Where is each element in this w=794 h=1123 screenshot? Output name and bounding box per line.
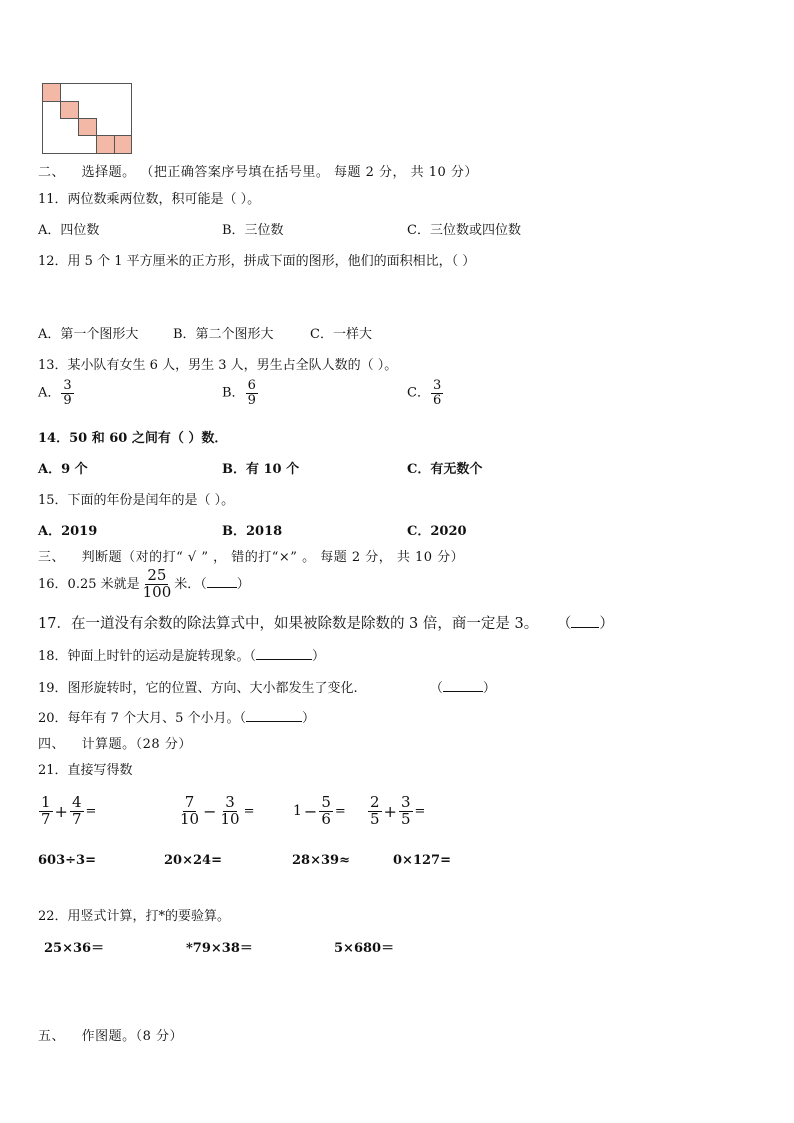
- equals-sign: =: [414, 803, 426, 819]
- operator: +: [54, 801, 68, 821]
- q13-stem: 13．某小队有女生 6 人，男生 3 人，男生占全队人数的（ ）。: [38, 358, 398, 373]
- figure-cell: [115, 136, 132, 154]
- figure-cell: [79, 119, 97, 136]
- q22-item: 5×680＝: [334, 941, 395, 956]
- q12-stem: 12．用 5 个 1 平方厘米的正方形，拼成下面的图形，他们的面积相比，（ ）: [38, 254, 476, 269]
- q20: [38, 707, 315, 726]
- q12-option-b[interactable]: B．第二个图形大: [173, 327, 274, 342]
- numerator: 4: [71, 793, 82, 811]
- section-5-heading: [38, 1025, 183, 1044]
- equals-sign: =: [243, 803, 255, 819]
- operator: −: [303, 801, 318, 821]
- q16: [38, 568, 250, 601]
- denominator: 7: [41, 809, 51, 828]
- q18-text: 18．钟面上时针的运动是旋转现象。（: [38, 649, 257, 664]
- q17: [38, 612, 614, 633]
- numerator: 3: [432, 378, 442, 393]
- q21-item: 0×127=: [393, 853, 451, 868]
- paren-close: ）: [599, 616, 614, 632]
- section-number: 三、: [38, 550, 66, 565]
- paren-close: ）: [236, 576, 250, 592]
- equals-sign: =: [85, 803, 97, 819]
- option-label: C．: [407, 385, 430, 401]
- numerator: 3: [400, 793, 411, 811]
- answer-blank[interactable]: [246, 710, 302, 722]
- q21-item: 603÷3=: [38, 853, 96, 868]
- q21-stem: 21．直接写得数: [38, 763, 133, 778]
- numerator: 1: [41, 793, 51, 811]
- denominator: 9: [247, 392, 256, 408]
- section-title: 选择题。: [81, 165, 136, 180]
- section-title: 计算题。（28 分）: [81, 737, 192, 752]
- section-number: 二、: [38, 165, 66, 180]
- q14-option-a[interactable]: A．9 个: [38, 462, 88, 477]
- denominator: 6: [432, 392, 442, 408]
- q14-stem: 14．50 和 60 之间有（ ）数．: [38, 431, 228, 446]
- numerator: 2: [370, 793, 380, 811]
- q19-text: 19．图形旋转时，它的位置、方向、大小都发生了变化.: [38, 681, 358, 696]
- staircase-squares-figure: [42, 83, 132, 154]
- section-4-heading: [38, 733, 192, 752]
- option-label: A．: [38, 385, 61, 401]
- q21-item: 20×24=: [164, 853, 222, 868]
- q22-item: 25×36＝: [44, 941, 105, 956]
- denominator: 10: [180, 809, 200, 828]
- denominator: 9: [63, 392, 72, 408]
- q19: [38, 677, 496, 696]
- operator: +: [383, 801, 397, 821]
- numerator: 5: [321, 793, 331, 811]
- section-number: 四、: [38, 737, 66, 752]
- q21-expr-4: [367, 795, 426, 828]
- answer-blank[interactable]: [256, 648, 312, 660]
- q21-item: 28×39≈: [292, 853, 350, 868]
- numerator: 7: [184, 793, 195, 811]
- q22-item: *79×38＝: [186, 941, 253, 956]
- numerator: 3: [225, 793, 235, 811]
- q11-option-a[interactable]: A．四位数: [38, 223, 100, 238]
- denominator: 5: [400, 809, 411, 828]
- q18: [38, 645, 325, 664]
- q11-stem: 11．两位数乘两位数，积可能是（ ）。: [38, 192, 261, 207]
- q13-option-c[interactable]: [407, 379, 444, 407]
- answer-blank[interactable]: [207, 576, 237, 588]
- q14-option-c[interactable]: C．有无数个: [407, 462, 483, 477]
- figure-cell: [97, 136, 115, 154]
- paren-open: （: [429, 681, 443, 696]
- q15-option-b[interactable]: B．2018: [222, 524, 283, 539]
- numerator: 6: [247, 378, 256, 393]
- denominator: 10: [220, 809, 240, 828]
- q15-option-c[interactable]: C．2020: [407, 524, 467, 539]
- paren-close: ）: [312, 649, 326, 664]
- q13-option-a[interactable]: [38, 379, 75, 407]
- q12-option-a[interactable]: A．第一个图形大: [38, 327, 139, 342]
- section-title: 判断题（对的打“ √ ” ， 错的打“×” 。 每题 2 分， 共 10 分）: [81, 550, 465, 565]
- numerator: 3: [63, 378, 72, 393]
- q16-text: 16．0.25 米就是: [38, 576, 140, 592]
- section-2-heading: [38, 161, 478, 180]
- whole-number: 1: [293, 803, 302, 820]
- operator: −: [203, 801, 217, 821]
- q15-option-a[interactable]: A．2019: [38, 524, 98, 539]
- paren-close: ）: [482, 681, 496, 696]
- numerator: 25: [147, 566, 167, 584]
- figure-cell: [61, 102, 79, 119]
- q14-option-b[interactable]: B．有 10 个: [222, 462, 300, 477]
- q22-stem: 22．用竖式计算，打*的要验算。: [38, 909, 231, 924]
- paren-open: （: [556, 616, 572, 632]
- paren-close: ）: [301, 711, 315, 726]
- denominator: 100: [142, 582, 172, 601]
- q20-text: 20．每年有 7 个大月、5 个小月。（: [38, 711, 246, 726]
- q16-text-after: 米．（: [174, 576, 207, 592]
- equals-sign: =: [334, 803, 346, 819]
- q13-option-b[interactable]: [222, 379, 259, 407]
- q17-text: 17．在一道没有余数的除法算式中，如果被除数是除数的 3 倍，商一定是 3。: [38, 616, 539, 632]
- denominator: 6: [321, 809, 331, 828]
- denominator: 7: [71, 809, 82, 828]
- q21-expr-2: [177, 795, 256, 828]
- q11-option-b[interactable]: B．三位数: [222, 223, 284, 238]
- q15-stem: 15．下面的年份是闰年的是（ ）。: [38, 493, 235, 508]
- q21-expr-1: [38, 795, 97, 828]
- answer-blank[interactable]: [443, 680, 483, 692]
- q11-option-c[interactable]: C．三位数或四位数: [407, 223, 521, 238]
- section-3-heading: [38, 546, 464, 565]
- section-number: 五、: [38, 1029, 66, 1044]
- section-title: 作图题。（8 分）: [81, 1029, 184, 1044]
- option-label: B．: [222, 385, 245, 401]
- denominator: 5: [370, 809, 380, 828]
- figure-cell: [43, 84, 61, 102]
- section-note: （把正确答案序号填在括号里。 每题 2 分， 共 10 分）: [140, 165, 478, 180]
- q21-expr-3: [292, 795, 347, 828]
- answer-blank[interactable]: [571, 616, 599, 628]
- q12-option-c[interactable]: C．一样大: [310, 327, 372, 342]
